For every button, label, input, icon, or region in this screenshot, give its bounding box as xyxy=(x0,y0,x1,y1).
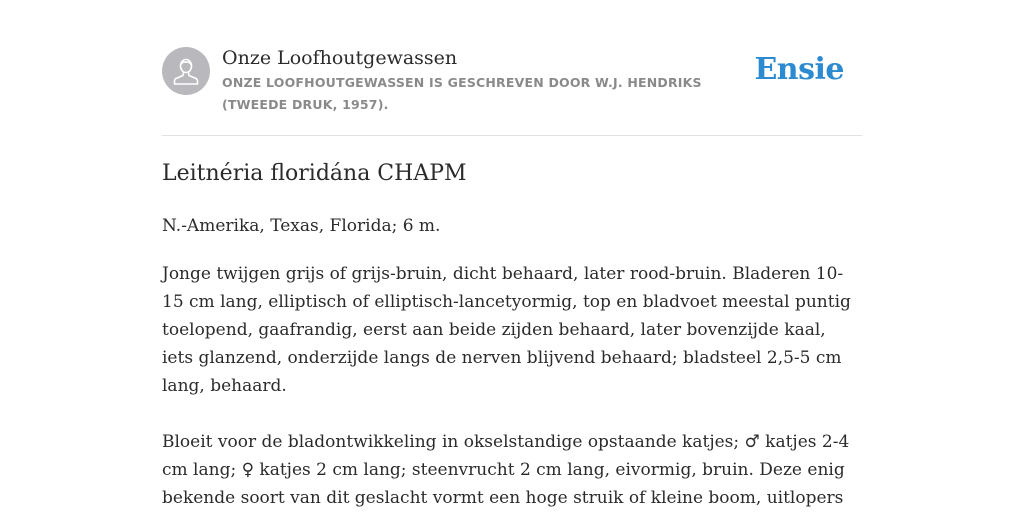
ensie-logo[interactable]: Ensie xyxy=(754,52,844,87)
article-title: Leitnéria floridána CHAPM xyxy=(162,161,467,186)
publication-description: ONZE LOOFHOUTGEWASSEN IS GESCHREVEN DOOR W.J. HENDRIKS (TWEEDE DRUK, 1957). xyxy=(222,75,702,112)
user-silhouette-icon xyxy=(162,47,210,95)
publication-header xyxy=(162,46,862,116)
publication-title[interactable]: Onze Loofhoutgewassen xyxy=(222,47,458,69)
avatar[interactable] xyxy=(162,47,210,95)
article-body xyxy=(162,212,862,512)
article-paragraph: Bloeit voor de bladontwikkeling in okselstandige opstaande katjes; ♂ katjes 2-4 cm lang; ♀ katjes 2 cm lang; steenvrucht 2 cm lang, eivormig, bruin. Deze enig bekende soort van dit geslacht vormt een hoge struik of kleine boom, uitlopers xyxy=(162,432,850,508)
header-divider xyxy=(162,135,862,136)
article-paragraph: Jonge twijgen grijs of grijs-bruin, dicht behaard, later rood-bruin. Bladeren 10-15 cm lang, elliptisch of elliptisch-lancetyormig, top en bladvoet meestal puntig toelopend, gaafrandig, eerst aan beide zijden behaard, later bovenzijde kaal, iets glanzend, onderzijde langs de nerven blijvend behaard; bladsteel 2,5-5 cm lang, behaard. xyxy=(162,264,851,396)
article-paragraph: N.-Amerika, Texas, Florida; 6 m. xyxy=(162,216,441,236)
